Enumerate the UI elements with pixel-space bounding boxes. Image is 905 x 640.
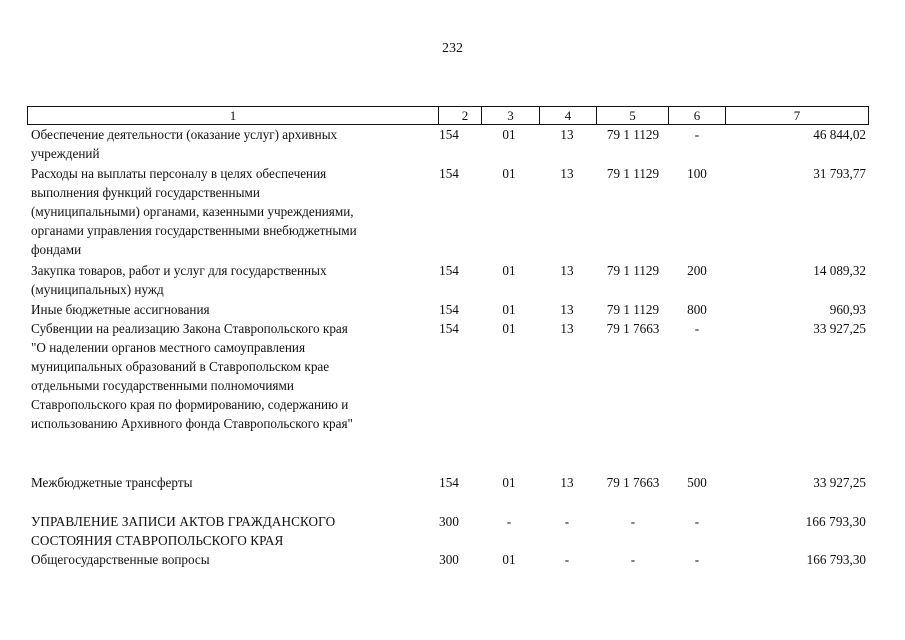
row-description <box>31 261 416 299</box>
cell-col-6: - <box>694 552 700 567</box>
description-line: Обеспечение деятельности (оказание услуг) архивных <box>31 127 338 142</box>
cell-col-7: 33 927,25 <box>813 475 866 490</box>
cell-col-2: 154 <box>439 475 459 490</box>
cell-col-3: 01 <box>502 263 516 278</box>
description-line: "О наделении органов местного самоуправления <box>31 340 306 355</box>
cell-col-3: 01 <box>502 166 516 181</box>
cell-col-4: 13 <box>560 263 574 278</box>
row-description <box>31 164 416 259</box>
description-line: (муниципальных) нужд <box>31 282 164 297</box>
cell-col-7: 14 089,32 <box>813 263 866 278</box>
description-line: СОСТОЯНИЯ СТАВРОПОЛЬСКОГО КРАЯ <box>31 533 284 548</box>
cell-col-3: 01 <box>502 321 516 336</box>
cell-col-5: - <box>630 552 636 567</box>
page-number: 232 <box>442 41 463 56</box>
cell-col-6: 100 <box>687 166 707 181</box>
header-col-3: 3 <box>481 107 539 124</box>
header-col-5: 5 <box>596 107 668 124</box>
description-line: Межбюджетные трансферты <box>31 475 193 490</box>
row-description <box>31 550 416 569</box>
cell-col-4: - <box>564 514 570 529</box>
description-line: использованию Архивного фонда Ставропольского края" <box>31 416 353 431</box>
description-line: (муниципальными) органами, казенными учреждениями, <box>31 204 354 219</box>
cell-col-6: - <box>694 321 700 336</box>
cell-col-2: 154 <box>439 302 459 317</box>
cell-col-6: 200 <box>687 263 707 278</box>
cell-col-3: 01 <box>502 475 516 490</box>
cell-col-3: 01 <box>502 127 516 142</box>
cell-col-5: 79 1 7663 <box>606 321 660 336</box>
cell-col-7: 46 844,02 <box>813 127 866 142</box>
cell-col-2: 300 <box>438 514 460 529</box>
cell-col-7: 166 793,30 <box>805 514 866 529</box>
description-line: Общегосударственные вопросы <box>31 552 210 567</box>
cell-col-5: - <box>630 514 636 529</box>
cell-col-5: 79 1 1129 <box>606 166 660 181</box>
row-description <box>31 512 416 550</box>
cell-col-7: 31 793,77 <box>813 166 866 181</box>
cell-col-5: 79 1 1129 <box>606 263 660 278</box>
cell-col-4: 13 <box>560 475 574 490</box>
cell-col-7: 960,93 <box>829 302 866 317</box>
cell-col-2: 154 <box>439 127 459 142</box>
cell-col-5: 79 1 7663 <box>606 475 660 490</box>
description-line: УПРАВЛЕНИЕ ЗАПИСИ АКТОВ ГРАЖДАНСКОГО <box>31 514 336 529</box>
cell-col-6: 500 <box>687 475 707 490</box>
description-line: органами управления государственными внебюджетными <box>31 223 357 238</box>
cell-col-3: 01 <box>502 552 516 567</box>
header-col-6: 6 <box>668 107 725 124</box>
cell-col-2: 300 <box>439 552 459 567</box>
cell-col-7: 33 927,25 <box>813 321 866 336</box>
cell-col-4: 13 <box>560 127 574 142</box>
cell-col-4: 13 <box>560 166 574 181</box>
cell-col-2: 154 <box>439 166 459 181</box>
header-col-7: 7 <box>725 107 868 124</box>
cell-col-4: 13 <box>560 321 574 336</box>
row-description <box>31 473 416 492</box>
description-line: Расходы на выплаты персоналу в целях обеспечения <box>31 166 327 181</box>
cell-col-4: - <box>564 552 570 567</box>
cell-col-4: 13 <box>560 302 574 317</box>
cell-col-7: 166 793,30 <box>806 552 866 567</box>
cell-col-2: 154 <box>439 321 459 336</box>
cell-col-5: 79 1 1129 <box>606 302 660 317</box>
table-header <box>27 106 869 125</box>
cell-col-2: 154 <box>439 263 459 278</box>
cell-col-3: - <box>506 514 512 529</box>
header-col-2: 2 <box>438 107 491 124</box>
row-description <box>31 300 416 319</box>
description-line: Закупка товаров, работ и услуг для государственных <box>31 263 327 278</box>
cell-col-6: 800 <box>687 302 707 317</box>
description-line: отдельными государственными полномочиями <box>31 378 294 393</box>
header-col-4: 4 <box>539 107 596 124</box>
header-col-1: 1 <box>229 108 237 123</box>
cell-col-3: 01 <box>502 302 516 317</box>
row-description <box>31 319 416 433</box>
description-line: муниципальных образований в Ставропольском крае <box>31 359 330 374</box>
description-line: учреждений <box>31 146 100 161</box>
cell-col-5: 79 1 1129 <box>606 127 660 142</box>
description-line: Иные бюджетные ассигнования <box>31 302 210 317</box>
description-line: выполнения функций государственными <box>31 185 260 200</box>
cell-col-6: - <box>694 514 700 529</box>
description-line: Ставропольского края по формированию, содержанию и <box>31 397 349 412</box>
description-line: Субвенции на реализацию Закона Ставропольского края <box>31 321 348 336</box>
cell-col-6: - <box>694 127 700 142</box>
row-description <box>31 125 416 163</box>
description-line: фондами <box>31 242 82 257</box>
